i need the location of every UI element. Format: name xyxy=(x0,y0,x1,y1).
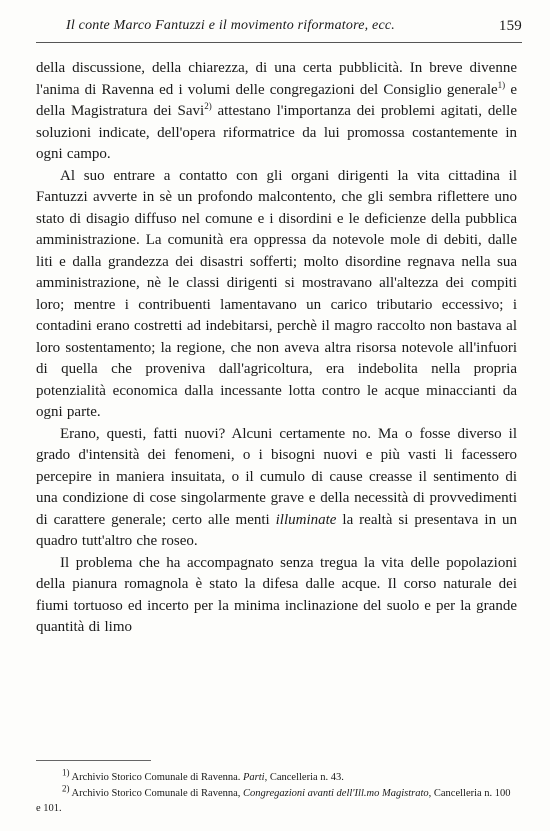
page-number: 159 xyxy=(498,18,522,34)
running-header xyxy=(36,14,522,36)
footnote-1-text: Archivio Storico Comunale di Ravenna. xyxy=(69,772,244,783)
footnote-2-title: Congregazioni avanti dell'Ill.mo Magistrato xyxy=(243,787,429,799)
paragraph-2: Al suo entrare a contatto con gli organi dirigenti la vita cittadina il Fantuzzi avverte in sè un profondo malcontento, che gli sembra riflettere uno stato di disagio diffuso nel comune e i disordini e le deficienze della pubblica amministrazione. La comunità era oppressa da notevole mole di debiti, dalle liti e dalla grandezza dei disastri sofferti; molto disordine regnava nella sua amministrazione, nè le classi dirigenti si mostravano all'altezza dei compiti loro; mentre i contribuenti lamentavano un carico tributario eccessivo; i contadini erano costretti ad indebitarsi, perchè il magro raccolto non bastava al loro sostentamento; la regione, che non aveva altra risorsa notevole all'infuori di quella che proveniva dall'agricoltura, era indebolita nella propria potenzialità economica dalla incessante lotta contro le acque minaccianti da ogni parte. xyxy=(36,167,517,420)
running-title: Il conte Marco Fantuzzi e il movimento riformatore, ecc. xyxy=(66,18,395,33)
footnotes xyxy=(36,767,517,817)
footnote-1 xyxy=(36,767,517,786)
footnote-1-title: Parti xyxy=(243,772,265,783)
paragraph-1-text-a: della discussione, della chiarezza, di una certa pubblicità. In breve divenne l'anima di Ravenna ed i volumi delle congregazioni del Consiglio generale xyxy=(36,60,517,98)
paragraph-3-text-b: la realtà si presentava in un quadro tutt'altro che roseo. xyxy=(36,511,518,549)
footnote-rule xyxy=(36,760,151,761)
paragraph-1-text-b: e della Magistratura dei Savi xyxy=(36,81,517,119)
footnote-1-number: 1) xyxy=(62,767,70,778)
footnote-2-number: 2) xyxy=(62,783,70,793)
paragraph-1-text-c: attestano l'importanza dei problemi agitati, delle soluzioni indicate, dell'opera riformatrice da lui promossa costantemente in ogni campo. xyxy=(36,103,517,162)
header-rule xyxy=(36,42,522,43)
footnote-2-tail: , Cancelleria n. 100 e 101. xyxy=(36,787,511,814)
paragraph-4: Il problema che ha accompagnato senza tregua la vita delle popolazioni della pianura romagnola è stato la difesa dalle acque. Il corso naturale dei fiumi tortuoso ed incerto per la minima inclinazione del suolo e per la grande quantità di limo xyxy=(36,554,517,635)
body-text xyxy=(36,58,517,639)
paragraph-3-text-a: Erano, questi, fatti nuovi? Alcuni certamente no. Ma o fosse diverso il grado d'intensità dei fenomeni, o i bisogni nuovi e più vasti li facessero percepire in maniera insuitata, o il cumulo di cause creasse il sentimento di una condizione di cose singolarmente grave e della necessità di provvedimenti di carattere generale; certo alle menti xyxy=(36,425,517,528)
footnote-1-tail: , Cancelleria n. 43. xyxy=(264,772,344,783)
footnote-marker-1: 1) xyxy=(497,79,506,90)
paragraph-1 xyxy=(36,58,517,166)
paragraph-3-emphasis: illuminate xyxy=(275,511,337,528)
footnote-2 xyxy=(36,783,517,817)
footnote-marker-2: 2) xyxy=(204,101,212,111)
paragraph-3 xyxy=(36,424,517,553)
footnote-2-text: Archivio Storico Comunale di Ravenna, xyxy=(69,787,244,799)
